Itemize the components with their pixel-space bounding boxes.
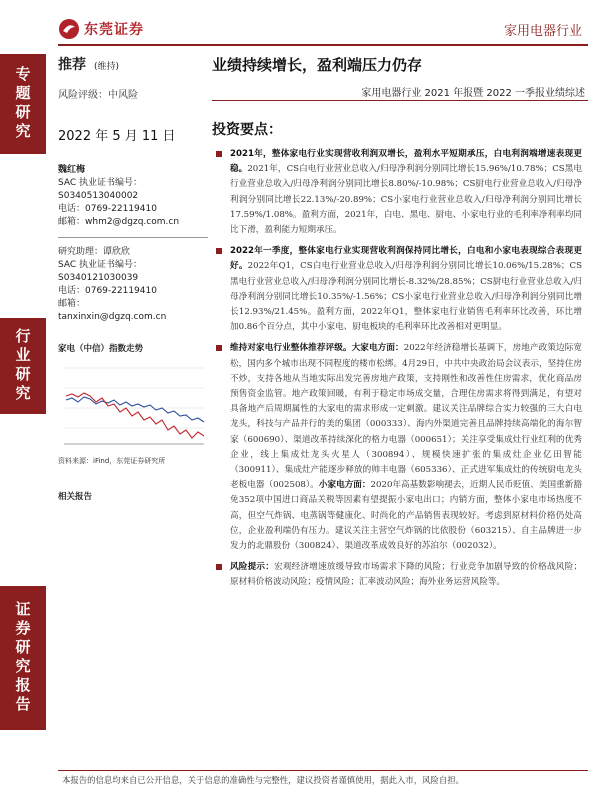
industry-label: 家用电器行业 bbox=[503, 24, 582, 39]
chart-source: 资料来源：iFind，东莞证券研究所 bbox=[58, 457, 166, 465]
key-point-paragraph bbox=[212, 560, 582, 590]
bullet-icon bbox=[216, 248, 222, 254]
analyst-email[interactable]: 邮箱：whm2@dgzq.com.cn bbox=[58, 217, 180, 227]
key-point-paragraph bbox=[212, 341, 582, 554]
bullet-icon bbox=[216, 564, 222, 570]
analyst-cert: S0340513040002 bbox=[58, 191, 139, 201]
paragraph-lead: 2022年一季度，整体家电行业实现营收利润保持同比增长，白电和小家电表现综合表现更好。 bbox=[230, 246, 582, 272]
report-subtitle: 家用电器行业 2021 年报暨 2022 一季报业绩综述 bbox=[361, 88, 585, 99]
bullet-icon bbox=[216, 345, 222, 351]
paragraph-lead: 风险提示： bbox=[230, 562, 275, 573]
sidebar-label-topic: 专题研究 bbox=[13, 66, 32, 142]
title-divider bbox=[212, 100, 588, 101]
assistant-phone: 电话：0769-22119410 bbox=[58, 286, 157, 296]
rating-row bbox=[58, 54, 208, 74]
index-chart bbox=[58, 360, 208, 450]
paragraph-lead-secondary: 小家电方面： bbox=[318, 480, 371, 491]
logo-text: 东莞证券 bbox=[84, 22, 144, 38]
assistant-email-label: 邮箱： bbox=[58, 299, 86, 309]
assistant-email[interactable]: tanxinxin@dgzq.com.cn bbox=[58, 312, 167, 322]
analyst-info bbox=[58, 164, 208, 229]
sidebar-block-report bbox=[0, 586, 46, 730]
paragraph-lead: 2021年，整体家电行业实现营收利润双增长，盈利水平短期承压，白电利润端增速表现更稳。 bbox=[230, 149, 582, 175]
logo-icon bbox=[58, 18, 80, 40]
footer-disclaimer: 本报告的信息均来自已公开信息，关于信息的准确性与完整性，建议投资者谨慎使用，据此入市，风险自担。 bbox=[62, 775, 464, 785]
related-reports-heading: 相关报告 bbox=[58, 492, 93, 502]
paragraph-body: 2022年Q1，CS白电行业营业总收入/归母净利润分别同比增长10.06%/15.28%；CS黑电行业营业总收入/归母净利润分别同比增长-8.32%/28.85%；CS厨电行业营业总收入/归母净利润分别同比增长10.35%/-1.56%；CS小家电行业营业总收入/归母净利润分别同比增长12.93%/21.45%。盈利方面，2022年Q1，整体家电行业销售毛利率环比改善，环比增加0.86个百分点，其中小家电、厨电板块的毛利率环比改善相对更明显。 bbox=[230, 261, 582, 333]
analyst-name: 魏红梅 bbox=[58, 165, 86, 175]
paragraph-body: 2022年经济稳增长基调下，房地产政策边际宽松，国内多个城市出现不同程度的楼市松绑。4月29日，中共中央政治局会议表示，坚持住房不炒，支持各地从当地实际出发完善房地产政策，支持刚性和改善性住房需求，优化商品房预售资金监管。地产政策回暖，有利于稳定市场成交量，合理住房需求将得到满足，有望对具备地产后周期属性的大家电的需求形成一定刺激。建议关注品牌综合实力较强的三大白电龙头，科技与产品并行的美的集团（000333）、海内外渠道完善且品牌持续高端化的海尔智家（600690）、渠道改革持续深化的格力电器（000651）；关注享受集成灶行业红利的优秀企业，线上集成灶龙头火星人（300894）、规模快速扩张的集成灶企业亿田智能（300911）、集成灶产能逐步释放的帅丰电器（605336）、正式进军集成灶的传统厨电龙头老板电器（002508）。 bbox=[230, 343, 582, 491]
assistant-cert: S0340121030039 bbox=[58, 273, 139, 283]
key-point-paragraph bbox=[212, 244, 582, 335]
paragraph-body: 2021年，CS白电行业营业总收入/归母净利润分别同比增长15.96%/10.78%；CS黑电行业营业总收入/归母净利润分别同比增长8.80%/-10.98%；CS厨电行业营业总收入/归母净利润分别同比增长22.13%/-20.89%；CS小家电行业营业总收入/归母净利润分别同比增长17.59%/1.08%。盈利方面，2021年，白电、黑电、厨电、小家电行业的毛利率净利率均同比下滑，盈利能力短期承压。 bbox=[230, 164, 582, 236]
company-logo bbox=[58, 16, 144, 42]
assistant-cert-label: SAC 执业证书编号： bbox=[58, 260, 143, 270]
report-title: 业绩持续增长，盈利端压力仍存 bbox=[212, 56, 423, 74]
rating-title: 推荐 bbox=[58, 57, 86, 73]
key-points-heading: 投资要点： bbox=[212, 122, 282, 138]
assistant-info bbox=[58, 246, 208, 324]
sidebar-label-industry: 行业研究 bbox=[13, 328, 32, 404]
key-point-paragraph bbox=[212, 147, 582, 238]
analyst-phone: 电话：0769-22119410 bbox=[58, 204, 157, 214]
page-header bbox=[58, 12, 588, 46]
bullet-icon bbox=[216, 151, 222, 157]
risk-level: 风险评级：中风险 bbox=[58, 90, 138, 101]
sidebar-block-industry bbox=[0, 318, 46, 414]
paragraph-body-secondary: 2020年高基数影响褪去，近期人民币贬值、美国重新豁免352项中国进口商品关税等因素有望提振小家电出口；内销方面，整体小家电市场热度不高，但空气炸锅、电蒸锅等健康化、时尚化的产品销售表现较好。考虑到原材料价格仍处高位，企业盈利端仍有压力。建议关注主营空气炸锅的比依股份（603215）、自主品牌进一步发力的北鼎股份（300824）、渠道改革成效良好的苏泊尔（002032）。 bbox=[230, 480, 582, 552]
left-column bbox=[58, 54, 208, 502]
sidebar bbox=[0, 0, 46, 800]
index-chart-svg bbox=[58, 360, 208, 450]
paragraph-lead: 维持对家电行业整体推荐评级。大家电方面： bbox=[230, 343, 404, 354]
analyst-cert-label: SAC 执业证书编号： bbox=[58, 178, 143, 188]
footer-divider bbox=[58, 770, 588, 771]
sidebar-block-topic bbox=[0, 54, 46, 154]
paragraph-body: 宏观经济增速放缓导致市场需求下降的风险；行业竞争加剧导致的价格战风险；原材料价格波动风险；疫情风险；汇率波动风险；海外业务运营风险等。 bbox=[230, 562, 582, 588]
sidebar-label-report: 证券研究报告 bbox=[13, 601, 32, 715]
divider bbox=[58, 237, 208, 238]
chart-title: 家电（中信）指数走势 bbox=[58, 344, 144, 354]
chart-series-blue bbox=[66, 397, 204, 422]
key-points-content bbox=[212, 147, 582, 597]
assistant-role: 研究助理：谭欣欣 bbox=[58, 247, 131, 257]
rating-sub: (维持) bbox=[94, 62, 120, 72]
report-date: 2022 年 5 月 11 日 bbox=[58, 129, 176, 144]
